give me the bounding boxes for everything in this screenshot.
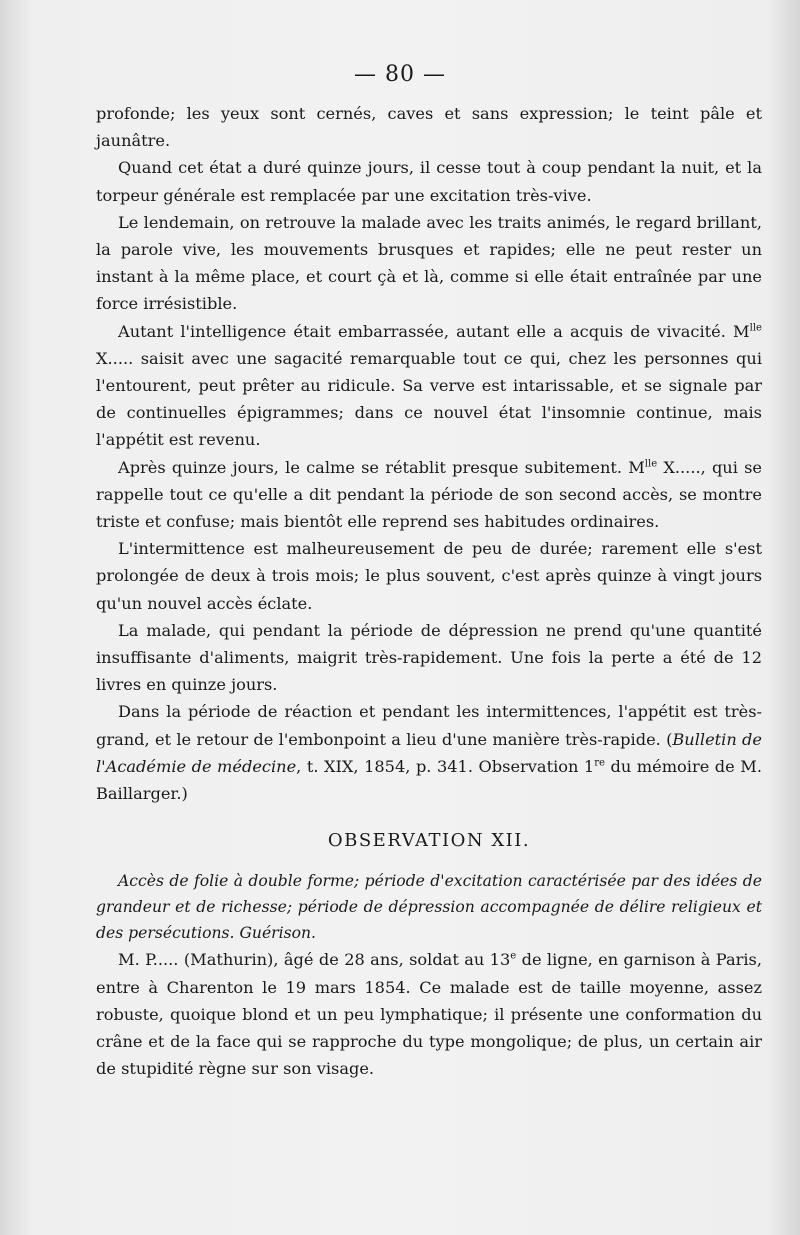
section-heading: OBSERVATION XII. bbox=[327, 830, 531, 852]
paragraph: M. P..... (Mathurin), âgé de 28 ans, soldat au 13e de ligne, en garnison à Paris, entre à Charenton le 19 mars 1854. Ce malade est de taille moyenne, assez robuste, quoique blond et un peu lymphatique; il présente une conformation du crâne et de la face qui se rapproche du type mongolique; de plus, un certain air de stupidité règne sur son visage. bbox=[96, 950, 762, 1079]
paragraph: L'intermittence est malheureusement de peu de durée; rarement elle s'est prolongée de deux à trois mois; le plus souvent, c'est après quinze à vingt jours qu'un nouvel accès éclate. bbox=[96, 539, 762, 613]
paragraph: Quand cet état a duré quinze jours, il cesse tout à coup pendant la nuit, et la torpeur générale est remplacée par une excitation très-vive. bbox=[96, 158, 762, 205]
body-text bbox=[96, 100, 762, 1083]
paragraph-continuation: profonde; les yeux sont cernés, caves et sans expression; le teint pâle et jaunâtre. bbox=[96, 104, 762, 151]
paragraph: Autant l'intelligence était embarrassée, autant elle a acquis de vivacité. $M^{lle}$ X..... saisit avec une sagacité remarquable tout ce qui, chez les personnes qui l'entourent, peut prêter au ridicule. Sa verve est intarissable, et se signale par de continuelles épigrammes; dans ce nouvel état l'insomnie continue, mais l'appétit est revenu. bbox=[96, 321, 762, 450]
paragraph: Le lendemain, on retrouve la malade avec les traits animés, le regard brillant, la parole vive, les mouvements brusques et rapides; elle ne peut rester un instant à la même place, et court çà et là, comme si elle était entraînée par une force irrésistible. bbox=[96, 212, 762, 314]
paragraph: Après quinze jours, le calme se rétablit presque subitement. $M^{lle}$ X....., qui se rappelle tout ce qu'elle a dit pendant la période de son second accès, se montre triste et confuse; mais bientôt elle reprend ses habitudes ordinaires. bbox=[96, 457, 762, 532]
paragraph: La malade, qui pendant la période de dépression ne prend qu'une quantité insuffisante d'aliments, maigrit très-rapidement. Une fois la perte a été de 12 livres en quinze jours. bbox=[96, 620, 762, 695]
citation-title: Bulletin de l'Académie de médecine bbox=[96, 729, 763, 776]
paragraph: Dans la période de réaction et pendant les intermittences, l'appétit est très-grand, et le retour de l'embonpoint a lieu d'une manière très-rapide. (Bulletin de l'Académie de médecine, t. XIX, 1854, p. 341. Observation 1re du mémoire de M. Baillarger.) bbox=[96, 702, 763, 804]
observation-summary: Accès de folie à double forme; période d'excitation caractérisée par des idées de grandeur et de richesse; période de dépression accompagnée de délire religieux et des persécutions. Guérison. bbox=[96, 872, 762, 943]
page-number: — 80 — bbox=[354, 62, 446, 87]
